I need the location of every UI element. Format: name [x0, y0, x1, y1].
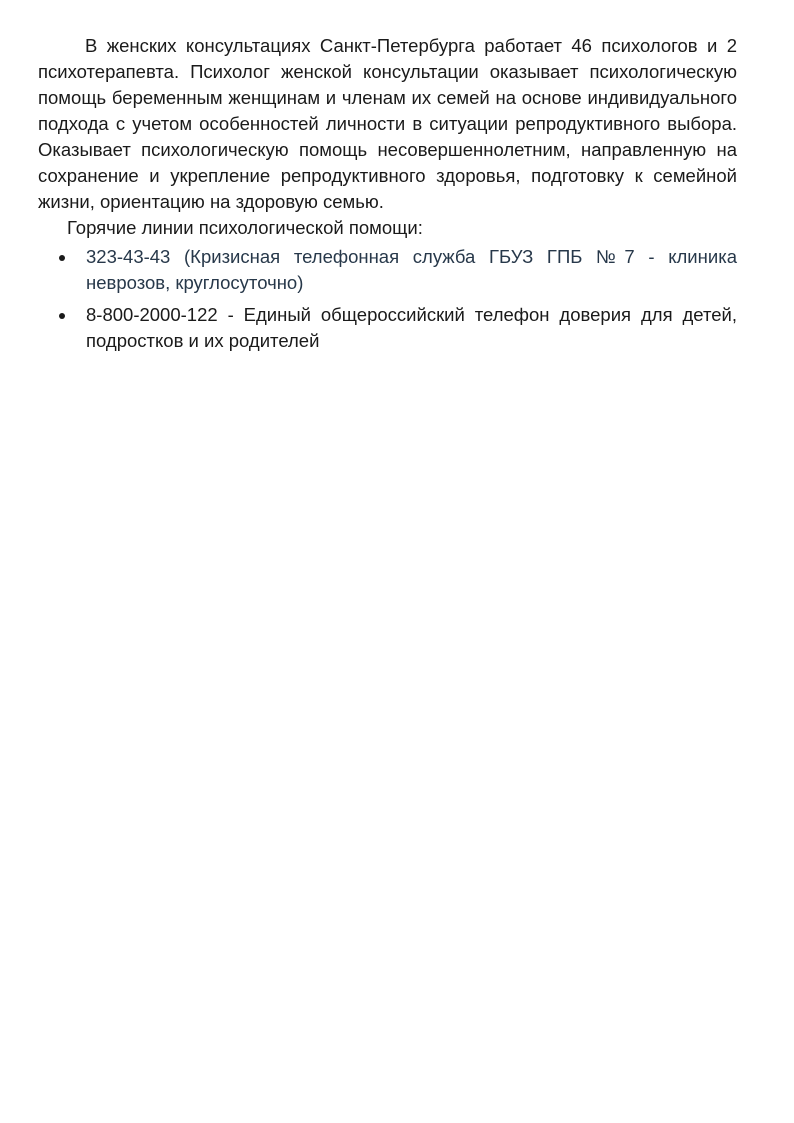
hotline-item-crisis-service	[38, 244, 737, 296]
bullet-icon	[59, 255, 65, 261]
hotlines-heading: Горячие линии психологической помощи:	[67, 217, 423, 238]
document-content	[38, 33, 737, 360]
intro-paragraph: В женских консультациях Санкт-Петербурга работает 46 психологов и 2 психотерапевта. Психолог женской консультации оказывает психологическую помощь беременным женщинам и членам их семей на основе индивидуального подхода с учетом особенностей личности в ситуации репродуктивного выбора. Оказывает психологическую помощь несовершеннолетним, направленную на сохранение и укрепление репродуктивного здоровья, подготовку к семейной жизни, ориентацию на здоровую семью.	[38, 35, 737, 212]
bullet-icon	[59, 313, 65, 319]
trust-phone-text: 8-800-2000-122 - Единый общероссийский телефон доверия для детей, подростков и их родителей	[86, 304, 737, 351]
hotlines-list	[38, 244, 737, 354]
crisis-hotline-text[interactable]: 323-43-43 (Кризисная телефонная служба ГБУЗ ГПБ №7 - клиника неврозов, круглосуточно)	[86, 246, 737, 293]
hotline-item-trust-phone	[38, 302, 737, 354]
